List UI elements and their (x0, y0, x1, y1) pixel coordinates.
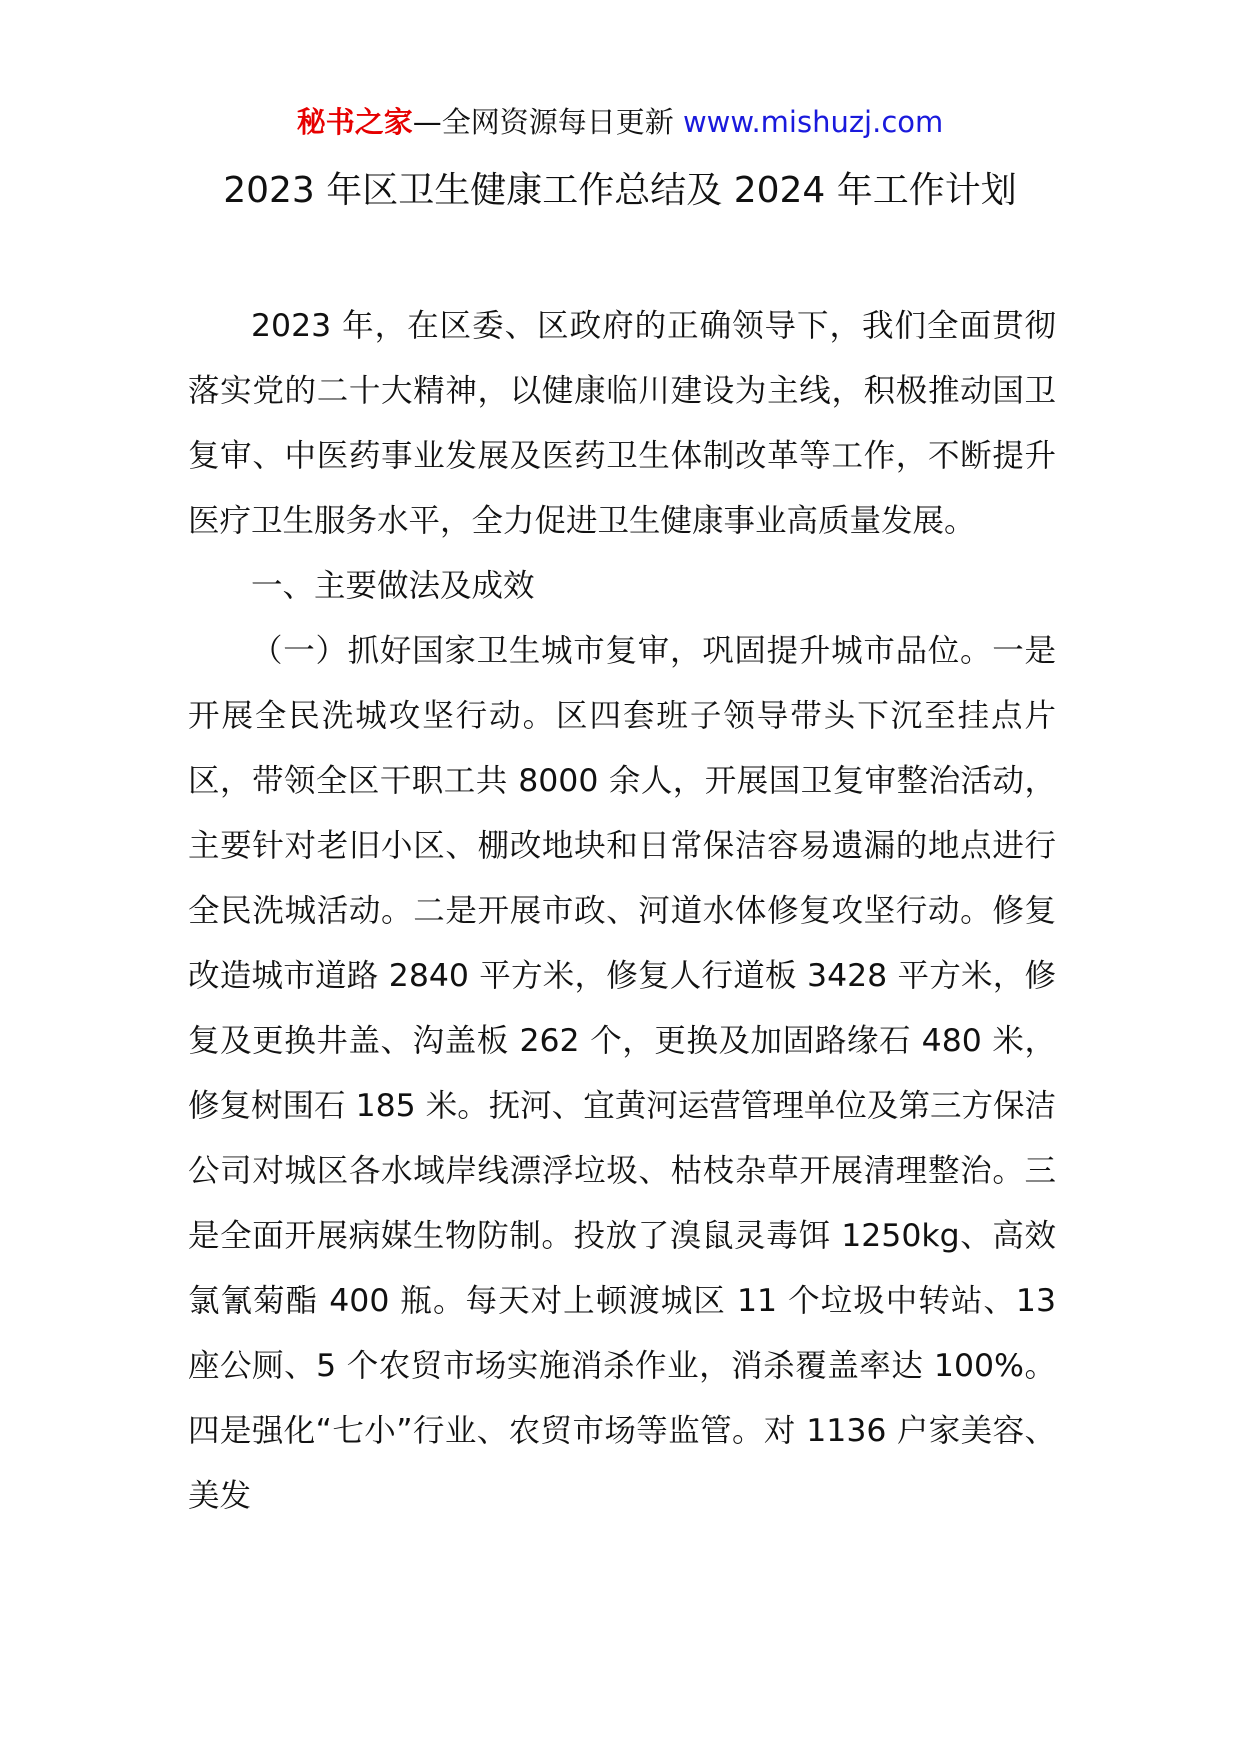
section-heading: 一、主要做法及成效 (251, 568, 535, 604)
brand-name: 秘书之家 (296, 105, 413, 139)
header-tagline: —全网资源每日更新 (412, 105, 683, 139)
document-title: 2023 年区卫生健康工作总结及 2024 年工作计划 (223, 170, 1017, 211)
site-header (0, 102, 1240, 142)
body-paragraph: （一）抓好国家卫生城市复审，巩固提升城市品位。一是开展全民洗城攻坚行动。区四套班子领导带头下沉至挂点片区，带领全区干职工共 8000 余人，开展国卫复审整治活动，主要针对老旧小区、棚改地块和日常保洁容易遗漏的地点进行全民洗城活动。二是开展市政、河道水体修复攻坚行动。修复改造城市道路 2840 平方米，修复人行道板 3428 平方米，修复及更换井盖、沟盖板 262 个，更换及加固路缘石 480 米，修复树围石 185 米。抚河、宜黄河运营管理单位及第三方保洁公司对城区各水域岸线漂浮垃圾、枯枝杂草开展清理整治。三是全面开展病媒生物防制。投放了溴鼠灵毒饵 1250kg、高效氯氰菊酯 400 瓶。每天对上顿渡城区 11 个垃圾中转站、13 座公厕、5 个农贸市场实施消杀作业，消杀覆盖率达 100%。四是强化“七小”行业、农贸市场等监管。对 1136 户家美容、美发 (188, 633, 1056, 1514)
document-body (188, 294, 1056, 1529)
intro-paragraph: 2023 年，在区委、区政府的正确领导下，我们全面贯彻落实党的二十大精神，以健康临川建设为主线，积极推动国卫复审、中医药事业发展及医药卫生体制改革等工作，不断提升医疗卫生服务水平，全力促进卫生健康事业高质量发展。 (188, 308, 1056, 539)
site-url-link[interactable]: www.mishuzj.com (682, 105, 944, 139)
